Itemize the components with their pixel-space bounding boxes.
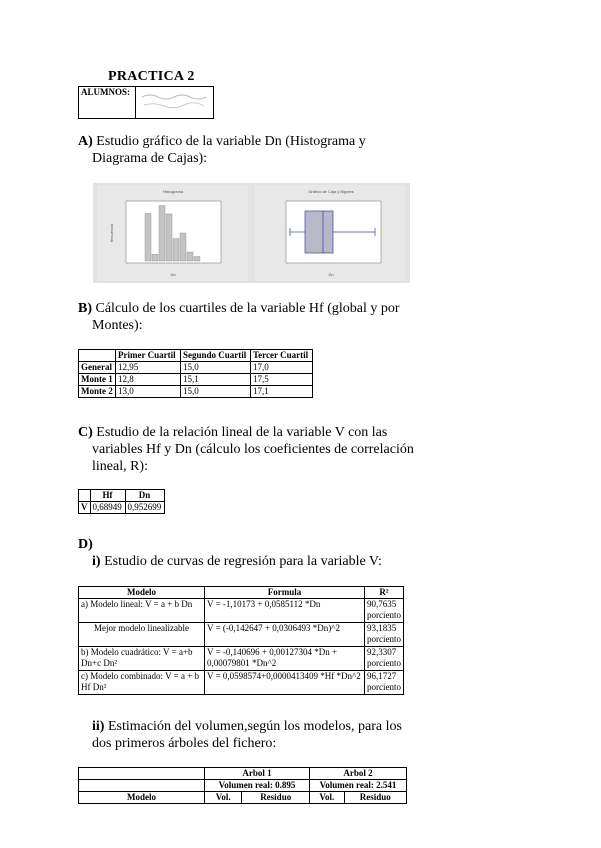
cell: 12,95 (116, 362, 181, 374)
table-row (79, 362, 313, 374)
hist-bar (152, 254, 158, 261)
row-label: General (79, 362, 116, 374)
cell: 92,3307 porciento (365, 647, 404, 671)
quartile-header-2: Segundo Cuartil (181, 350, 251, 362)
estimation-table (78, 767, 407, 804)
regression-table (78, 586, 404, 695)
section-d-ii-label: ii) (92, 719, 105, 734)
figure-svg (93, 183, 410, 283)
est-vol: Vol. (310, 792, 345, 804)
correlation-table (78, 489, 165, 514)
row-label: Monte 1 (79, 374, 116, 386)
section-a-letter: A) (78, 134, 93, 149)
section-a-text1: Estudio gráfico de la variable Dn (Histograma y (96, 134, 366, 149)
section-d-ii (92, 718, 402, 735)
cell: 15,0 (181, 362, 251, 374)
section-c-text1: Estudio de la relación lineal de la variable V con las (96, 425, 388, 440)
section-d-i (92, 553, 382, 570)
hist-bar (159, 206, 165, 261)
section-a-text2: Diagrama de Cajas): (92, 151, 208, 166)
est-modelo: Modelo (79, 792, 205, 804)
table-row (79, 599, 404, 623)
section-d-letter: D) (78, 537, 93, 552)
cell: 0,952699 (125, 502, 164, 514)
section-b (78, 300, 400, 317)
cell: 0,68949 (90, 502, 125, 514)
est-empty (79, 768, 205, 780)
est-arbol1: Arbol 1 (205, 768, 310, 780)
hist-bar (194, 257, 200, 261)
page-title: PRACTICA 2 (108, 69, 195, 84)
section-d-i-label: i) (92, 554, 101, 569)
cell: V = (-0,142647 + 0,0306493 *Dn)^2 (205, 623, 365, 647)
section-c-letter: C) (78, 425, 93, 440)
section-d-ii-text2: dos primeros árboles del fichero: (92, 736, 277, 751)
table-row (79, 671, 404, 695)
reg-header-r2: R² (365, 587, 404, 599)
section-d-ii-text1: Estimación del volumen,según los modelos, para los (107, 719, 402, 734)
cell: 13,0 (116, 386, 181, 398)
cell: a) Modelo lineal: V = a + b Dn (79, 599, 205, 623)
quartile-header-3: Tercer Cuartil (251, 350, 313, 362)
hist-bar (145, 213, 151, 261)
section-b-letter: B) (78, 301, 92, 316)
reg-header-formula: Formula (205, 587, 365, 599)
est-residuo: Residuo (344, 792, 406, 804)
cell: 17,1 (251, 386, 313, 398)
cell: c) Modelo combinado: V = a + b Hf Dn² (79, 671, 205, 695)
corr-header-0 (79, 490, 91, 502)
hist-bar (187, 252, 193, 261)
section-b-text2: Montes): (92, 318, 143, 333)
quartiles-table (78, 349, 313, 398)
cell: V = 0,0598574+0,0000413409 *Hf *Dn^2 (205, 671, 365, 695)
cell: 17,5 (251, 374, 313, 386)
scribble-signature (138, 87, 211, 113)
hist-ylabel: frecuencia (109, 223, 114, 243)
est-residuo: Residuo (242, 792, 310, 804)
cell: 12,8 (116, 374, 181, 386)
cell: 90,7635 porciento (365, 599, 404, 623)
cell: 15,0 (181, 386, 251, 398)
table-row (79, 386, 313, 398)
cell: 15,1 (181, 374, 251, 386)
table-row (79, 623, 404, 647)
alumnos-label: ALUMNOS: (79, 87, 136, 119)
row-label: Monte 2 (79, 386, 116, 398)
alumnos-table (78, 86, 214, 119)
quartile-header-0 (79, 350, 116, 362)
table-row (79, 647, 404, 671)
table-row (79, 374, 313, 386)
cell: Mejor modelo linealizable (79, 623, 205, 647)
section-b-text1: Cálculo de los cuartiles de la variable Hf (global y por (95, 301, 400, 316)
section-c (78, 424, 387, 441)
hist-title: Histograma (162, 189, 184, 194)
cell: V = -1,10173 + 0,0585112 *Dn (205, 599, 365, 623)
cell: b) Modelo cuadrático: V = a+b Dn+c Dn² (79, 647, 205, 671)
signature-area (136, 87, 214, 119)
section-d-i-text: Estudio de curvas de regresión para la variable V: (104, 554, 382, 569)
box-iqr (305, 211, 333, 253)
hist-bar (166, 214, 172, 261)
hist-bar (180, 233, 186, 261)
cell: V = -0,140696 + 0,00127304 *Dn + 0,00079801 *Dn^2 (205, 647, 365, 671)
box-title: Gráfico de Caja y Bigotes (308, 189, 354, 194)
hist-xlabel: Dn (170, 272, 176, 277)
quartile-header-1: Primer Cuartil (116, 350, 181, 362)
reg-header-modelo: Modelo (79, 587, 205, 599)
est-empty (79, 780, 205, 792)
est-vol: Vol. (205, 792, 242, 804)
section-c-text2: variables Hf y Dn (cálculo los coeficientes de correlación (92, 442, 414, 457)
cell: 93,1835 porciento (365, 623, 404, 647)
section-c-text3: lineal, R): (92, 459, 148, 474)
est-arbol2: Arbol 2 (310, 768, 407, 780)
row-label: V (79, 502, 91, 514)
corr-header-hf: Hf (90, 490, 125, 502)
est-vol-real1: Volumen real: 0.895 (205, 780, 310, 792)
est-vol-real2: Volumen real: 2.541 (310, 780, 407, 792)
table-row (79, 502, 165, 514)
section-a (78, 133, 366, 150)
figure-panel (93, 183, 410, 283)
cell: 96,1727 porciento (365, 671, 404, 695)
cell: 17,0 (251, 362, 313, 374)
hist-bar (173, 239, 179, 261)
corr-header-dn: Dn (125, 490, 164, 502)
box-xlabel: Dn (328, 272, 334, 277)
